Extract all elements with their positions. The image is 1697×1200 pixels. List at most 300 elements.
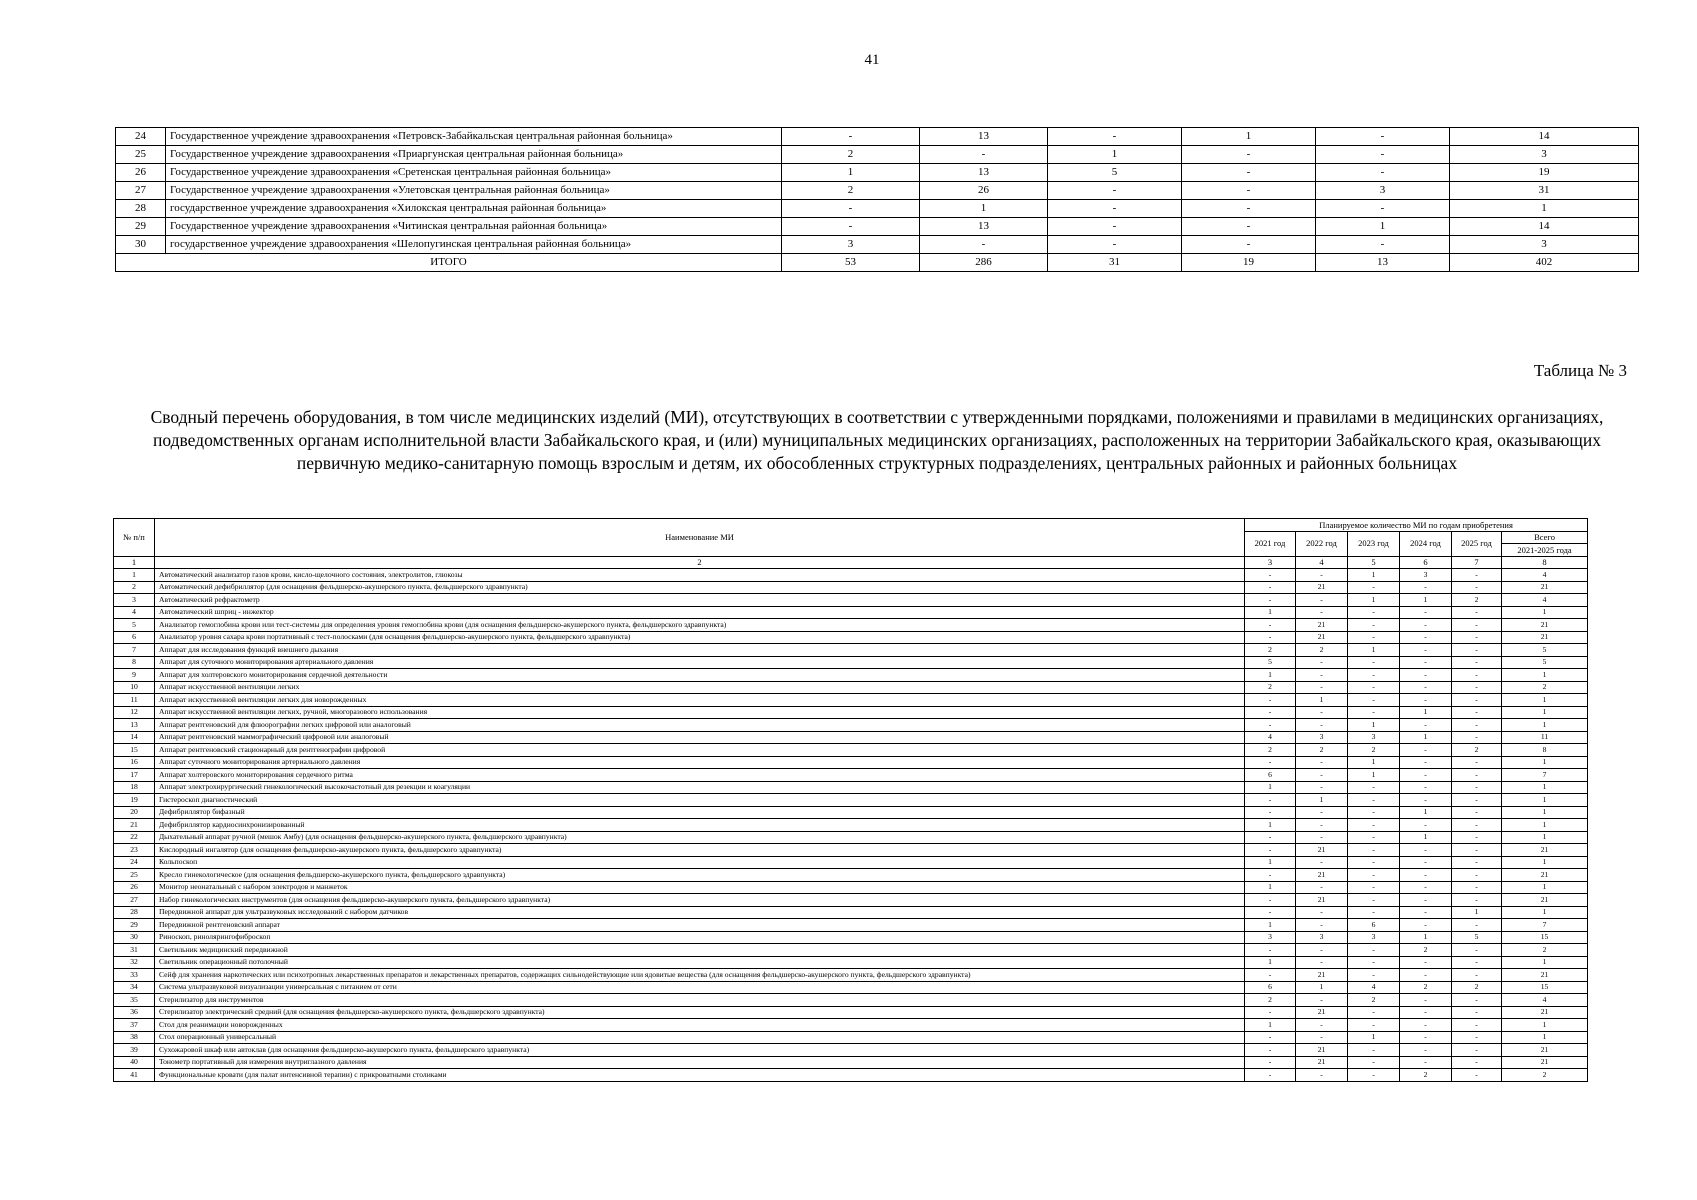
table-row — [116, 146, 1639, 164]
table-row — [114, 806, 1588, 819]
row-number: 11 — [114, 694, 155, 707]
table-row — [114, 969, 1588, 982]
value-cell: - — [1452, 944, 1502, 957]
value-cell: 2 — [1502, 681, 1588, 694]
value-cell: - — [1348, 1069, 1400, 1082]
column-number: 2 — [155, 556, 1245, 569]
value-cell: - — [1348, 694, 1400, 707]
row-number: 12 — [114, 706, 155, 719]
value-cell: 3 — [782, 236, 920, 254]
value-cell: - — [1348, 1056, 1400, 1069]
value-cell: - — [1316, 128, 1450, 146]
value-cell: 1 — [1502, 756, 1588, 769]
row-number: 8 — [114, 656, 155, 669]
row-number: 41 — [114, 1069, 155, 1082]
value-cell: - — [1296, 831, 1348, 844]
equipment-name: Кольпоскоп — [155, 856, 1245, 869]
value-cell: - — [1296, 681, 1348, 694]
value-cell: 21 — [1296, 969, 1348, 982]
value-cell: - — [1245, 844, 1296, 857]
value-cell: - — [1296, 719, 1348, 732]
value-cell: - — [1245, 694, 1296, 707]
value-cell: - — [1048, 218, 1182, 236]
value-cell: - — [1296, 1069, 1348, 1082]
value-cell: 1 — [1502, 669, 1588, 682]
row-number: 32 — [114, 956, 155, 969]
value-cell: - — [782, 200, 920, 218]
row-number: 6 — [114, 631, 155, 644]
table-row — [114, 856, 1588, 869]
value-cell: 3 — [1296, 731, 1348, 744]
table-row — [114, 819, 1588, 832]
value-cell: - — [1400, 606, 1452, 619]
value-cell: - — [1452, 1056, 1502, 1069]
value-cell: - — [1400, 619, 1452, 632]
value-cell: 11 — [1502, 731, 1588, 744]
table-row — [114, 594, 1588, 607]
table-row — [114, 581, 1588, 594]
value-cell: 7 — [1502, 769, 1588, 782]
value-cell: - — [1296, 669, 1348, 682]
table-row — [114, 1044, 1588, 1057]
table-row — [116, 164, 1639, 182]
equipment-name: Передвижной аппарат для ультразвуковых исследований с набором датчиков — [155, 906, 1245, 919]
value-cell: 1 — [1348, 769, 1400, 782]
value-cell: 1 — [1502, 606, 1588, 619]
value-cell: 6 — [1245, 769, 1296, 782]
equipment-name: Аппарат рентгеновский стационарный для рентгенографии цифровой — [155, 744, 1245, 757]
column-number: 5 — [1348, 556, 1400, 569]
value-cell: 1 — [1348, 594, 1400, 607]
value-cell: - — [1348, 669, 1400, 682]
value-cell: - — [1296, 1031, 1348, 1044]
row-number: 13 — [114, 719, 155, 732]
equipment-name: Автоматический шприц - инжектор — [155, 606, 1245, 619]
value-cell: - — [1348, 581, 1400, 594]
table-row — [114, 881, 1588, 894]
table-row — [114, 744, 1588, 757]
value-cell: - — [1452, 606, 1502, 619]
table-row — [114, 1069, 1588, 1082]
value-cell: - — [1348, 1006, 1400, 1019]
value-cell: 2 — [1502, 1069, 1588, 1082]
institution-name: Государственное учреждение здравоохранения «Петровск-Забайкальская центральная районная больница» — [166, 128, 782, 146]
equipment-name: Тонометр портативный для измерения внутриглазного давления — [155, 1056, 1245, 1069]
value-cell: - — [1182, 146, 1316, 164]
equipment-name: Кресло гинекологическое (для оснащения фельдшерско-акушерского пункта, фельдшерского здравпункта) — [155, 869, 1245, 882]
equipment-name: Гистероскоп диагностический — [155, 794, 1245, 807]
value-cell: - — [1400, 994, 1452, 1007]
value-cell: - — [1452, 1069, 1502, 1082]
value-cell: - — [1245, 619, 1296, 632]
equipment-name: Анализатор уровня сахара крови портативный с тест-полосками (для оснащения фельдшерско-акушерского пункта, фельдшерского здравпункта) — [155, 631, 1245, 644]
total-value: 402 — [1450, 254, 1639, 272]
value-cell: 1 — [1502, 706, 1588, 719]
value-cell: 13 — [920, 128, 1048, 146]
value-cell: - — [1348, 844, 1400, 857]
value-cell: - — [1348, 631, 1400, 644]
value-cell: - — [1245, 969, 1296, 982]
value-cell: - — [1400, 781, 1452, 794]
row-number: 17 — [114, 769, 155, 782]
table-row — [116, 200, 1639, 218]
value-cell: 5 — [1502, 656, 1588, 669]
value-cell: 1 — [1502, 906, 1588, 919]
table-row — [114, 994, 1588, 1007]
row-number: 38 — [114, 1031, 155, 1044]
row-number: 30 — [114, 931, 155, 944]
value-cell: 1 — [1245, 1019, 1296, 1032]
value-cell: - — [1400, 656, 1452, 669]
value-cell: - — [1400, 844, 1452, 857]
table-row — [114, 869, 1588, 882]
value-cell: - — [1245, 1056, 1296, 1069]
value-cell: - — [1348, 969, 1400, 982]
row-number: 25 — [114, 869, 155, 882]
value-cell: - — [1452, 956, 1502, 969]
table-row — [114, 894, 1588, 907]
value-cell: - — [1452, 769, 1502, 782]
value-cell: - — [1452, 644, 1502, 657]
value-cell: 6 — [1348, 919, 1400, 932]
row-number: 1 — [114, 569, 155, 582]
value-cell: 1 — [1502, 781, 1588, 794]
row-number: 29 — [116, 218, 166, 236]
value-cell: 1 — [1245, 881, 1296, 894]
header-total-period: 2021-2025 года — [1502, 544, 1588, 557]
row-number: 23 — [114, 844, 155, 857]
value-cell: 1 — [1245, 781, 1296, 794]
row-number: 39 — [114, 1044, 155, 1057]
equipment-name: Аппарат для суточного мониторирования артериального давления — [155, 656, 1245, 669]
row-number: 35 — [114, 994, 155, 1007]
value-cell: - — [1452, 569, 1502, 582]
value-cell: - — [1348, 894, 1400, 907]
value-cell: - — [1400, 756, 1452, 769]
value-cell: 5 — [1245, 656, 1296, 669]
table-row — [116, 236, 1639, 254]
value-cell: - — [1400, 856, 1452, 869]
value-cell: - — [1245, 944, 1296, 957]
value-cell: - — [1400, 1031, 1452, 1044]
value-cell: 1 — [1400, 594, 1452, 607]
value-cell: 21 — [1296, 1006, 1348, 1019]
value-cell: - — [1316, 146, 1450, 164]
table-row — [114, 981, 1588, 994]
value-cell: 7 — [1502, 919, 1588, 932]
value-cell: - — [1452, 794, 1502, 807]
institution-name: Государственное учреждение здравоохранения «Приаргунская центральная районная больница» — [166, 146, 782, 164]
table-row — [114, 569, 1588, 582]
value-cell: 3 — [1316, 182, 1450, 200]
value-cell: - — [1452, 831, 1502, 844]
row-number: 30 — [116, 236, 166, 254]
value-cell: 1 — [1348, 756, 1400, 769]
value-cell: - — [1400, 719, 1452, 732]
value-cell: 21 — [1502, 844, 1588, 857]
row-number: 3 — [114, 594, 155, 607]
institution-name: Государственное учреждение здравоохранения «Улетовская центральная районная больница» — [166, 182, 782, 200]
value-cell: - — [1296, 956, 1348, 969]
value-cell: 1 — [1245, 919, 1296, 932]
value-cell: - — [1452, 1031, 1502, 1044]
value-cell: - — [1452, 869, 1502, 882]
value-cell: - — [1182, 164, 1316, 182]
value-cell: - — [1400, 669, 1452, 682]
table-row — [114, 669, 1588, 682]
column-number: 3 — [1245, 556, 1296, 569]
value-cell: 2 — [1245, 644, 1296, 657]
header-2023: 2023 год — [1348, 531, 1400, 556]
equipment-name: Светильник медицинский передвижной — [155, 944, 1245, 957]
value-cell: - — [1348, 806, 1400, 819]
equipment-name: Аппарат рентгеновский маммографический цифровой или аналоговый — [155, 731, 1245, 744]
value-cell: 1 — [1048, 146, 1182, 164]
value-cell: 21 — [1296, 894, 1348, 907]
table-row — [114, 781, 1588, 794]
value-cell: - — [1400, 681, 1452, 694]
table-row — [114, 719, 1588, 732]
row-number: 36 — [114, 1006, 155, 1019]
row-number: 16 — [114, 756, 155, 769]
row-number: 7 — [114, 644, 155, 657]
value-cell: 6 — [1245, 981, 1296, 994]
value-cell: 21 — [1502, 619, 1588, 632]
value-cell: - — [1245, 1069, 1296, 1082]
value-cell: 21 — [1296, 869, 1348, 882]
value-cell: - — [1245, 719, 1296, 732]
value-cell: 21 — [1296, 619, 1348, 632]
value-cell: - — [1452, 581, 1502, 594]
equipment-name: Светильник операционный потолочный — [155, 956, 1245, 969]
row-number: 21 — [114, 819, 155, 832]
value-cell: - — [782, 128, 920, 146]
institution-name: Государственное учреждение здравоохранения «Читинская центральная районная больница» — [166, 218, 782, 236]
value-cell: - — [1182, 182, 1316, 200]
value-cell: - — [1400, 1056, 1452, 1069]
value-cell: - — [1245, 794, 1296, 807]
value-cell: - — [1452, 919, 1502, 932]
value-cell: - — [1048, 236, 1182, 254]
table-row — [114, 756, 1588, 769]
value-cell: 5 — [1452, 931, 1502, 944]
value-cell: 21 — [1502, 1044, 1588, 1057]
value-cell: 1 — [1348, 719, 1400, 732]
table-row — [114, 906, 1588, 919]
value-cell: - — [1348, 881, 1400, 894]
value-cell: - — [1452, 681, 1502, 694]
value-cell: 21 — [1502, 969, 1588, 982]
value-cell: 2 — [1452, 981, 1502, 994]
page-number: 41 — [864, 52, 880, 68]
column-number: 1 — [114, 556, 155, 569]
value-cell: - — [1348, 1019, 1400, 1032]
table-row — [114, 944, 1588, 957]
value-cell: - — [1296, 806, 1348, 819]
value-cell: - — [1296, 819, 1348, 832]
row-number: 40 — [114, 1056, 155, 1069]
value-cell: - — [1348, 869, 1400, 882]
value-cell: 1 — [1348, 569, 1400, 582]
value-cell: - — [1296, 781, 1348, 794]
equipment-name: Аппарат электрохирургический гинекологический высокочастотный для резекции и коагуляции — [155, 781, 1245, 794]
value-cell: - — [1296, 944, 1348, 957]
value-cell: - — [1452, 731, 1502, 744]
value-cell: 2 — [1296, 744, 1348, 757]
total-value: 286 — [920, 254, 1048, 272]
value-cell: 8 — [1502, 744, 1588, 757]
column-number: 6 — [1400, 556, 1452, 569]
value-cell: - — [1296, 756, 1348, 769]
value-cell: 3 — [1348, 731, 1400, 744]
header-2025: 2025 год — [1452, 531, 1502, 556]
value-cell: 2 — [1245, 994, 1296, 1007]
institution-name: государственное учреждение здравоохранения «Хилокская центральная районная больница» — [166, 200, 782, 218]
equipment-name: Функциональные кровати (для палат интенсивной терапии) с прикроватными столиками — [155, 1069, 1245, 1082]
table-label: Таблица № 3 — [1533, 361, 1627, 380]
row-number: 10 — [114, 681, 155, 694]
column-number: 4 — [1296, 556, 1348, 569]
value-cell: - — [1452, 619, 1502, 632]
total-row — [116, 254, 1639, 272]
row-number: 31 — [114, 944, 155, 957]
value-cell: 21 — [1502, 581, 1588, 594]
value-cell: - — [1400, 794, 1452, 807]
row-number: 20 — [114, 806, 155, 819]
value-cell: 2 — [1348, 994, 1400, 1007]
row-number: 14 — [114, 731, 155, 744]
equipment-name: Стол операционный универсальный — [155, 1031, 1245, 1044]
value-cell: - — [1400, 894, 1452, 907]
value-cell: 2 — [1296, 644, 1348, 657]
value-cell: 1 — [1182, 128, 1316, 146]
equipment-name: Анализатор гемоглобина крови или тест-системы для определения уровня гемоглобина крови (для оснащения фельдшерско-акушерского пункта, фельдшерского здравпункта) — [155, 619, 1245, 632]
header-2021: 2021 год — [1245, 531, 1296, 556]
row-number: 25 — [116, 146, 166, 164]
value-cell: - — [1296, 919, 1348, 932]
value-cell: 15 — [1502, 981, 1588, 994]
value-cell: 3 — [1450, 146, 1639, 164]
row-number: 19 — [114, 794, 155, 807]
value-cell: 21 — [1502, 631, 1588, 644]
value-cell: 4 — [1245, 731, 1296, 744]
row-number: 22 — [114, 831, 155, 844]
value-cell: - — [1296, 906, 1348, 919]
value-cell: - — [1296, 706, 1348, 719]
value-cell: - — [1245, 806, 1296, 819]
value-cell: - — [1452, 719, 1502, 732]
value-cell: - — [1048, 128, 1182, 146]
row-number: 15 — [114, 744, 155, 757]
value-cell: 1 — [1400, 806, 1452, 819]
header-planned: Планируемое количество МИ по годам приобретения — [1245, 519, 1588, 532]
equipment-name: Аппарат искусственной вентиляции легких, ручной, многоразового использования — [155, 706, 1245, 719]
equipment-name: Стерилизатор электрический средний (для оснащения фельдшерско-акушерского пункта, фельдшерского здравпункта) — [155, 1006, 1245, 1019]
equipment-name: Дефибриллятор бифазный — [155, 806, 1245, 819]
value-cell: - — [1245, 594, 1296, 607]
row-number: 26 — [116, 164, 166, 182]
value-cell: - — [1245, 706, 1296, 719]
value-cell: 1 — [1400, 831, 1452, 844]
value-cell: 1 — [1296, 694, 1348, 707]
row-number: 34 — [114, 981, 155, 994]
value-cell: - — [1400, 1006, 1452, 1019]
value-cell: - — [1400, 631, 1452, 644]
value-cell: 1 — [1296, 981, 1348, 994]
table-row — [114, 656, 1588, 669]
value-cell: 21 — [1296, 1044, 1348, 1057]
equipment-name: Монитор неонатальный с набором электродов и манжеток — [155, 881, 1245, 894]
value-cell: - — [1348, 1044, 1400, 1057]
value-cell: - — [1245, 1006, 1296, 1019]
value-cell: - — [1296, 606, 1348, 619]
value-cell: - — [920, 146, 1048, 164]
value-cell: - — [1400, 581, 1452, 594]
value-cell: 3 — [1450, 236, 1639, 254]
value-cell: - — [1245, 1031, 1296, 1044]
value-cell: - — [1048, 200, 1182, 218]
value-cell: 1 — [1502, 831, 1588, 844]
table-row — [114, 606, 1588, 619]
table-row — [114, 1056, 1588, 1069]
equipment-name: Система ультразвуковой визуализации универсальная с питанием от сети — [155, 981, 1245, 994]
institution-name: государственное учреждение здравоохранения «Шелопугинская центральная районная больница» — [166, 236, 782, 254]
value-cell: 21 — [1502, 869, 1588, 882]
value-cell: 2 — [1245, 744, 1296, 757]
value-cell: - — [1452, 969, 1502, 982]
value-cell: - — [1400, 869, 1452, 882]
table-row — [116, 182, 1639, 200]
value-cell: - — [1452, 631, 1502, 644]
equipment-name: Дыхательный аппарат ручной (мешок Амбу) (для оснащения фельдшерско-акушерского пункта, фельдшерского здравпункта) — [155, 831, 1245, 844]
value-cell: - — [1452, 994, 1502, 1007]
equipment-name: Сейф для хранения наркотических или психотропных лекарственных препаратов и лекарственных препаратов, содержащих сильнодействующие или ядовитые вещества (для оснащения фельдшерско-акушерского пункта, фельдшерского здравпункта) — [155, 969, 1245, 982]
row-number: 27 — [114, 894, 155, 907]
value-cell: 19 — [1450, 164, 1639, 182]
value-cell: - — [1296, 994, 1348, 1007]
institution-name: Государственное учреждение здравоохранения «Сретенская центральная районная больница» — [166, 164, 782, 182]
total-value: 53 — [782, 254, 920, 272]
value-cell: - — [1348, 606, 1400, 619]
document-title: Сводный перечень оборудования, в том числе медицинских изделий (МИ), отсутствующих в соответствии с утвержденными порядками, положениями и правилами в медицинских организациях, подведомственных органам исполнительной власти Забайкальского края, и (или) муниципальных медицинских организациях, расположенных на территории Забайкальского края, оказывающих первичную медико-санитарную помощь взрослым и детям, их обособленных структурных подразделениях, центральных районных и районных больницах — [150, 407, 1604, 473]
value-cell: - — [1400, 644, 1452, 657]
row-number: 5 — [114, 619, 155, 632]
equipment-name: Аппарат суточного мониторирования артериального давления — [155, 756, 1245, 769]
header-2022: 2022 год — [1296, 531, 1348, 556]
value-cell: - — [1452, 894, 1502, 907]
value-cell: - — [1452, 856, 1502, 869]
value-cell: 15 — [1502, 931, 1588, 944]
row-number: 28 — [116, 200, 166, 218]
value-cell: - — [1452, 706, 1502, 719]
table-row — [114, 1019, 1588, 1032]
equipment-name: Аппарат холтеровского мониторирования сердечного ритма — [155, 769, 1245, 782]
value-cell: - — [1400, 1044, 1452, 1057]
equipment-name: Дефибриллятор кардиосинхронизированный — [155, 819, 1245, 832]
equipment-name: Автоматический дефибриллятор (для оснащения фельдшерско-акушерского пункта, фельдшерского здравпункта) — [155, 581, 1245, 594]
value-cell: - — [1296, 769, 1348, 782]
total-label: ИТОГО — [116, 254, 782, 272]
value-cell: 1 — [920, 200, 1048, 218]
value-cell: 1 — [1502, 1019, 1588, 1032]
value-cell: 1 — [1348, 644, 1400, 657]
value-cell: 1 — [1502, 794, 1588, 807]
value-cell: - — [1245, 906, 1296, 919]
value-cell: - — [1452, 881, 1502, 894]
total-value: 19 — [1182, 254, 1316, 272]
value-cell: - — [1245, 1044, 1296, 1057]
value-cell: 1 — [1400, 731, 1452, 744]
